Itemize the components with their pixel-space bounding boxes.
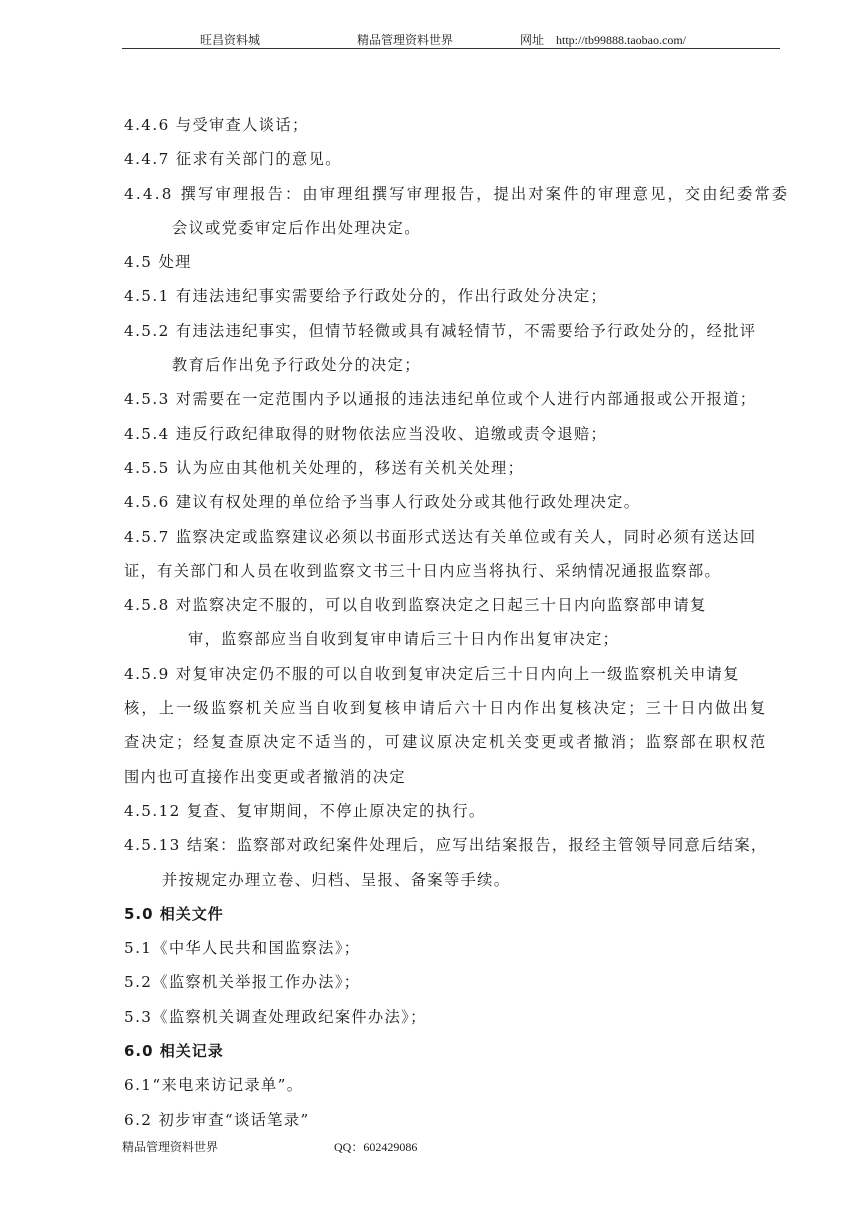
text-line: 证，有关部门和人员在收到监察文书三十日内应当将执行、采纳情况通报监察部。 <box>124 561 722 580</box>
footer-site-name: 精品管理资料世界 <box>122 1140 219 1154</box>
text-line: 会议或党委审定后作出处理决定。 <box>172 218 421 237</box>
text-line: 围内也可直接作出变更或者撤消的决定 <box>124 767 406 786</box>
text-line: 5.3《监察机关调查处理政纪案件办法》； <box>124 1007 427 1026</box>
text-line: 查决定；经复查原决定不适当的，可建议原决定机关变更或者撤消；监察部在职权范 <box>124 733 768 752</box>
document-body <box>124 108 790 1137</box>
text-line: 核，上一级监察机关应当自收到复核申请后六十日内作出复核决定；三十日内做出复 <box>124 699 768 718</box>
text-line: 4.4.8 撰写审理报告：由审理组撰写审理报告，提出对案件的审理意见，交由纪委常委 <box>124 184 790 203</box>
text-line: 5.2《监察机关举报工作办法》； <box>124 973 361 992</box>
footer-qq: QQ：602429086 <box>334 1140 418 1154</box>
section-heading: 6.0 相关记录 <box>124 1042 224 1061</box>
text-line: 4.5.13 结案：监察部对政纪案件处理后，应写出结案报告，报经主管领导同意后结案， <box>124 836 768 855</box>
text-line: 审，监察部应当自收到复审申请后三十日内作出复审决定； <box>188 630 620 649</box>
text-line: 4.5.5 认为应由其他机关处理的，移送有关机关处理； <box>124 458 525 477</box>
text-line: 4.5.8 对监察决定不服的，可以自收到监察决定之日起三十日内向监察部申请复 <box>124 596 707 615</box>
text-line: 4.5.6 建议有权处理的单位给予当事人行政处分或其他行政处理决定。 <box>124 493 641 512</box>
header-url: 网址 http://tb99888.taobao.com/ <box>520 33 686 47</box>
section-heading: 5.0 相关文件 <box>124 904 224 923</box>
text-line: 6.1“来电来访记录单”。 <box>124 1076 304 1095</box>
text-line: 4.5.12 复查、复审期间，不停止原决定的执行。 <box>124 801 486 820</box>
text-line: 4.5.9 对复审决定仍不服的可以自收到复审决定后三十日内向上一级监察机关申请复 <box>124 664 740 683</box>
text-line: 4.5.3 对需要在一定范围内予以通报的违法违纪单位或个人进行内部通报或公开报道； <box>124 390 757 409</box>
text-line: 并按规定办理立卷、归档、呈报、备案等手续。 <box>162 870 511 889</box>
text-line: 4.5.1 有违法违纪事实需要给予行政处分的，作出行政处分决定； <box>124 287 608 306</box>
text-line: 4.5.2 有违法违纪事实，但情节轻微或具有减轻情节，不需要给予行政处分的，经批评 <box>124 321 757 340</box>
header-site-name: 精品管理资料世界 <box>357 33 454 47</box>
text-line: 4.4.7 征求有关部门的意见。 <box>124 150 342 169</box>
text-line: 4.4.6 与受审查人谈话； <box>124 116 309 134</box>
text-line: 5.1《中华人民共和国监察法》； <box>124 939 361 958</box>
header-shop-name: 旺昌资料城 <box>200 33 261 47</box>
text-line: 6.2 初步审查“谈话笔录” <box>124 1110 310 1129</box>
section-heading: 4.5 处理 <box>124 253 192 272</box>
text-line: 4.5.4 违反行政纪律取得的财物依法应当没收、追缴或责令退赔； <box>124 424 608 443</box>
text-line: 4.5.7 监察决定或监察建议必须以书面形式送达有关单位或有关人，同时必须有送达回 <box>124 527 757 546</box>
text-line: 教育后作出免予行政处分的决定； <box>172 356 421 375</box>
page-header <box>122 26 780 49</box>
